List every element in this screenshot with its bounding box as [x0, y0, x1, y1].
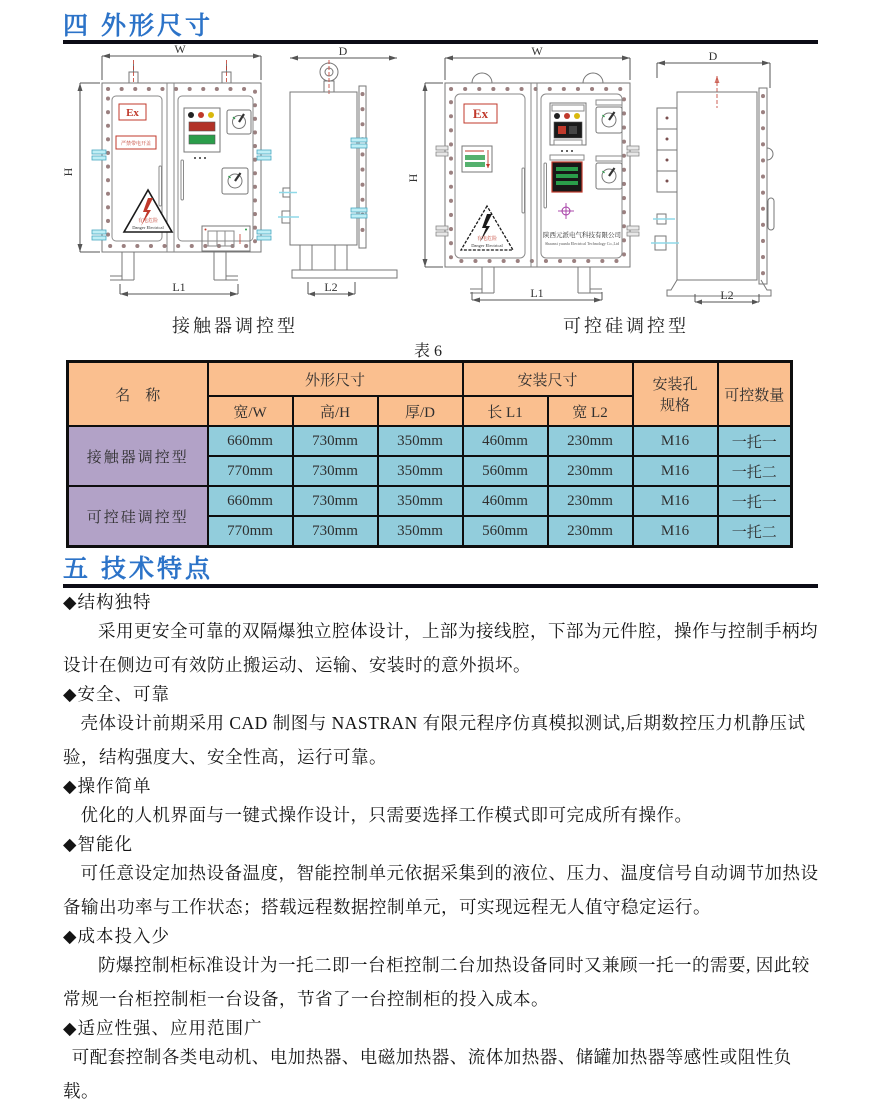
cell: 一托一 [718, 486, 792, 516]
terminal-rail [657, 108, 677, 192]
dimension-d [290, 44, 397, 61]
cell: 350mm [378, 456, 463, 486]
dimensions-table [66, 360, 793, 548]
dimension-h [406, 83, 443, 267]
table-caption: 表 6 [413, 343, 442, 360]
dimension-w [102, 42, 261, 80]
header-outline-dims: 外形尺寸 [208, 362, 463, 397]
display-panel-2 [550, 155, 584, 192]
cell: 一托一 [718, 426, 792, 456]
dimension-l2 [308, 280, 355, 297]
cell: 350mm [378, 516, 463, 547]
cell: 730mm [293, 426, 378, 456]
feature-title: ◆安全、可靠 [63, 684, 170, 704]
nameplate [202, 226, 250, 251]
cell: 350mm [378, 426, 463, 456]
lifting-eye [320, 60, 338, 94]
ex-marking [119, 104, 146, 120]
dim-label-w: W [174, 42, 186, 56]
dim-label-h: H [406, 173, 420, 183]
selector-switch-2 [222, 168, 248, 194]
section5-divider [63, 584, 818, 588]
dim-label-l2: L2 [720, 288, 734, 302]
door-handle [768, 198, 774, 230]
company-cn: 陕西元派电气科技有限公司 [543, 232, 621, 239]
control-panel-1 [550, 103, 586, 152]
cell: 560mm [463, 516, 548, 547]
feature-body: 采用更安全可靠的双隔爆独立腔体设计，上部为接线腔，下部为元件腔，操作与控制手柄均设计在侧边可有效防止搬运动、运输、安装时的意外损坏。 [63, 621, 818, 675]
feature-title: ◆成本投入少 [63, 926, 170, 946]
header-d: 厚/D [378, 396, 463, 426]
selector-switch-2 [596, 156, 622, 189]
cell: 350mm [378, 486, 463, 516]
header-install-dims: 安装尺寸 [463, 362, 633, 397]
feature-title: ◆操作简单 [63, 776, 152, 796]
header-l1: 长 L1 [463, 396, 548, 426]
danger-en: Danger Electrical [471, 243, 503, 248]
cable-glands [278, 188, 299, 223]
cell: 一托二 [718, 456, 792, 486]
header-hole-spec [633, 362, 718, 427]
ex-label: Ex [126, 107, 139, 119]
cell: M16 [633, 486, 718, 516]
header-h: 高/H [293, 396, 378, 426]
warning-plate-label: 严禁带电开盖 [120, 142, 152, 147]
header-hole-line1: 安装孔 [652, 377, 698, 393]
door-knob [767, 148, 773, 160]
company-marking [543, 230, 621, 247]
feature-title: ◆结构独特 [63, 592, 152, 612]
cell: M16 [633, 516, 718, 547]
cell: 230mm [548, 426, 633, 456]
thyristor-caption: 可控硅调控型 [563, 316, 689, 336]
feature-body: 防爆控制柜标准设计为一托二即一台柜控制二台加热设备同时又兼顾一托一的需要, 因此较常规一台柜控制柜一台设备，节省了一台控制柜的投入成本。 [63, 955, 810, 1009]
feature-body: 可任意设定加热设备温度，智能控制单元依据采集到的液位、压力、温度信号自动调节加热设备输出功率与工作状态；搭载远程数据控制单元，可实现远程无人值守稳定运行。 [63, 863, 819, 917]
cell: 230mm [548, 456, 633, 486]
row-group-thyristor: 可控硅调控型 [68, 486, 208, 547]
feature-title: ◆适应性强、应用范围广 [63, 1018, 263, 1038]
selector-switch-1 [596, 100, 622, 133]
cell: 一托二 [718, 516, 792, 547]
cell: 560mm [463, 456, 548, 486]
contactor-front-drawing [61, 42, 269, 310]
danger-cn: 有电危险 [137, 219, 159, 224]
ex-label: Ex [472, 106, 489, 121]
cell: M16 [633, 426, 718, 456]
header-w: 宽/W [208, 396, 293, 426]
lifting-eyes [472, 73, 603, 83]
cable-glands [651, 214, 679, 250]
thyristor-front-drawing [406, 44, 660, 310]
cabinet-legs [110, 252, 238, 280]
center-mark [558, 203, 574, 219]
cell: 730mm [293, 486, 378, 516]
section5-title: 五 技术特点 [63, 555, 213, 583]
features-list [63, 590, 820, 1108]
dimension-h [61, 83, 100, 252]
feature-body: 壳体设计前期采用 CAD 制图与 NASTRAN 有限元程序仿真模拟测试,后期数控压力机静压试验，结构强度大、安全性高，运行可靠。 [63, 713, 806, 767]
selector-switch-1 [227, 110, 251, 134]
dimension-l1 [120, 280, 238, 297]
dim-label-d: D [708, 49, 718, 63]
contactor-side-drawing [283, 44, 408, 310]
header-l2: 宽 L2 [548, 396, 633, 426]
row-group-contactor: 接触器调控型 [68, 426, 208, 486]
contactor-caption: 接触器调控型 [172, 316, 298, 336]
cell: 730mm [293, 456, 378, 486]
ex-marking [464, 104, 497, 123]
dimension-d [657, 49, 770, 88]
cell: 460mm [463, 486, 548, 516]
warning-plate [116, 136, 156, 149]
dim-label-l2: L2 [324, 280, 338, 294]
dimension-w [445, 44, 630, 80]
dim-label-l1: L1 [172, 280, 186, 294]
cell: 770mm [208, 516, 293, 547]
company-en: Shaanxi yuanfa Electrical Technology Co.,Ltd [544, 241, 620, 246]
cell: 730mm [293, 516, 378, 547]
feature-body: 优化的人机界面与一键式操作设计，只需要选择工作模式即可完成所有操作。 [80, 805, 693, 825]
cabinet-side-body [677, 88, 774, 284]
header-name: 名 称 [68, 362, 208, 427]
feature-body: 可配套控制各类电动机、电加热器、电磁加热器、流体加热器、储罐加热器等感性或阻性负载。 [63, 1047, 792, 1101]
cell: M16 [633, 456, 718, 486]
header-qty: 可控数量 [718, 362, 792, 427]
dim-label-d: D [338, 44, 348, 58]
cell: 460mm [463, 426, 548, 456]
danger-cn: 有电危险 [476, 237, 498, 242]
danger-triangle-icon [461, 206, 513, 250]
cell: 660mm [208, 486, 293, 516]
section4-title: 四 外形尺寸 [63, 12, 213, 40]
side-base [667, 280, 771, 296]
cell: 770mm [208, 456, 293, 486]
left-door-nameplate [462, 146, 492, 172]
cell: 230mm [548, 516, 633, 547]
danger-triangle-icon [124, 190, 172, 232]
header-hole-line2: 规格 [659, 398, 690, 414]
dim-label-w: W [531, 44, 543, 58]
control-panel [184, 108, 220, 159]
dimension-l1 [472, 286, 602, 303]
thyristor-side-drawing [655, 48, 800, 310]
feature-title: ◆智能化 [63, 834, 133, 854]
mounting-studs [129, 60, 231, 83]
cabinet-side-body [290, 86, 366, 248]
dim-label-l1: L1 [530, 286, 544, 300]
side-legs-base [292, 245, 397, 278]
danger-en: Danger Electrical [132, 225, 164, 230]
cell: 660mm [208, 426, 293, 456]
cell: 230mm [548, 486, 633, 516]
dim-label-h: H [61, 167, 75, 177]
